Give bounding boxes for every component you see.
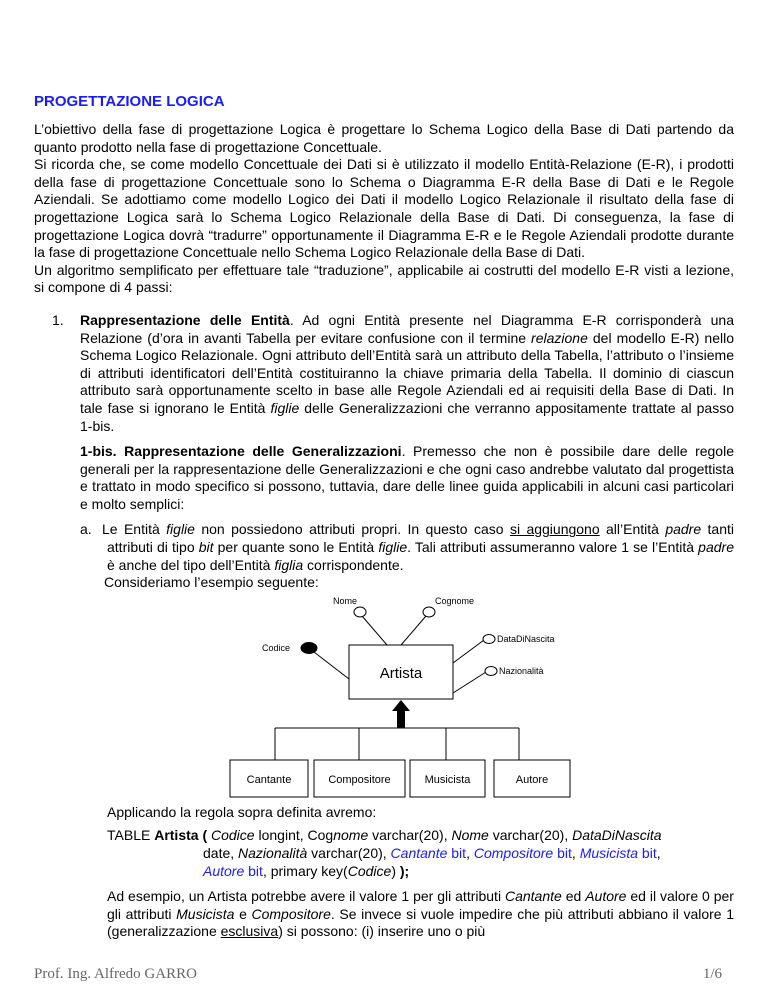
text-run: non possiedono attributi propri. In questo caso xyxy=(194,521,510,538)
text-run: Autore xyxy=(203,862,245,879)
text-run: Codice xyxy=(347,862,392,879)
text-run: varchar(20), xyxy=(307,845,391,862)
attribute-cognome: Cognome xyxy=(435,595,475,606)
text-run: . Se invece si vuole impedire che più attributi abbiano il valore 1 (generalizzazione xyxy=(107,905,734,940)
text-run: 1-bis. Rappresentazione delle Generalizzazioni xyxy=(80,443,402,460)
text-run: bit xyxy=(198,539,214,556)
attribute-data-circle xyxy=(483,634,495,643)
text-run: delle Generalizzazioni che verranno appositamente trattate al passo 1-bis. xyxy=(80,399,734,434)
text-run: DataDiNascita xyxy=(572,827,662,844)
child-entity-label: Musicista xyxy=(424,773,471,786)
text-run: figlie xyxy=(166,521,195,538)
step-1-item xyxy=(34,312,734,435)
text-run: L’obiettivo della fase di progettazione Logica è progettare lo Schema Logico della Base di Dati partendo da quanto prodotto nella fase di progettazione Concettuale. xyxy=(34,121,734,155)
intro-paragraph-2 xyxy=(34,156,734,262)
text-run: esclusiva xyxy=(220,923,279,940)
text-run: del modello E-R) nello Schema Logico Relazionale. Ogni attributo dell’Entità sarà un attributo della Tabella, l’attributo o l’insieme di attributi identificatori dell’Entità costituiranno la chiave primaria della Tabella. Il dominio di ciascun attributo sarà opportunamente scelto in base alle Regole Aziendali ed ai requisiti della Base di Dati. In tale fase si ignorano le Entità xyxy=(80,329,734,416)
table-line-3 xyxy=(107,863,734,881)
generalization-arrow-icon xyxy=(392,700,410,728)
attribute-cognome-circle xyxy=(423,607,435,617)
text-run: . Ad ogni Entità presente nel Diagramma E-R corrisponderà una Relazione (d’ora in avanti Tabella per evitare confusione con il termine xyxy=(80,311,734,346)
text-run: Nome xyxy=(451,827,489,844)
intro-paragraph-1 xyxy=(34,121,734,156)
text-run: Nazionalità xyxy=(238,845,308,862)
case-a-item xyxy=(34,521,734,574)
step-1-paragraph xyxy=(80,312,734,435)
text-run: tanti attributi di tipo xyxy=(107,521,734,556)
child-entity-label: Cantante xyxy=(246,773,292,786)
text-run: Compositore xyxy=(251,905,331,922)
text-run: longint, Cog xyxy=(254,827,334,844)
footer xyxy=(34,965,734,983)
text-run: , xyxy=(656,845,661,862)
text-run: varchar(20), xyxy=(488,827,573,844)
text-run: bit xyxy=(244,862,263,879)
text-run: Cantante xyxy=(504,888,562,905)
text-run: ) si possono: (i) inserire uno o più xyxy=(278,923,486,940)
attribute-nazionalita: Nazionalità xyxy=(499,665,544,676)
text-run: Cantante xyxy=(390,845,448,862)
footer-author: Prof. Ing. Alfredo GARRO xyxy=(34,966,197,982)
footer-page-number: 1/6 xyxy=(702,966,722,982)
child-entity-label: Compositore xyxy=(328,773,391,786)
text-run: padre xyxy=(698,539,734,556)
table-definition xyxy=(34,827,734,880)
er-diagram-container xyxy=(0,592,768,804)
text-run: Le Entità xyxy=(102,521,167,538)
attribute-codice: Codice xyxy=(262,642,291,653)
child-entity-label: Autore xyxy=(515,773,549,786)
applying-text: Applicando la regola sopra definita avremo: xyxy=(107,803,377,820)
er-diagram xyxy=(0,592,768,804)
text-run: , xyxy=(571,845,580,862)
step-1bis-paragraph xyxy=(34,443,734,513)
identifier-codice-circle xyxy=(301,642,317,653)
text-run: Musicista xyxy=(579,845,639,862)
text-run: figlie xyxy=(270,399,300,416)
text-run: Musicista xyxy=(176,905,235,922)
text-run: Si ricorda che, se come modello Concettuale dei Dati si è utilizzato il modello Entità-Relazione (E-R), i prodotti della fase di progettazione Concettuale sono lo Schema o Diagramma E-R della Base di Dati e le Regole Aziendali. Se adottiamo come modello Logico dei Dati il modello Logico Relazionale il risultato della fase di progettazione Logica sarà lo Schema Logico Relazionale della Base di Dati. Di conseguenza, la fase di progettazione Logica dovrà “tradurre” opportunamente il Diagramma E-R e le Regole Aziendali prodotte durante la fase di progettazione Concettuale nello Schema Logico Relazionale della Base di Dati. xyxy=(34,156,734,261)
text-run: è anche del tipo dell’Entità xyxy=(107,556,275,573)
text-run: nome xyxy=(333,827,369,844)
text-run: bit xyxy=(553,845,572,862)
text-run: Rappresentazione delle Entità xyxy=(80,311,290,328)
example-paragraph xyxy=(34,888,734,941)
text-run: si aggiungono xyxy=(509,521,600,538)
text-run: ed il valore 0 per gli attributi xyxy=(107,888,734,922)
text-run: Autore xyxy=(585,888,627,905)
text-run: padre xyxy=(665,521,702,538)
text-run: Artista ( xyxy=(154,827,208,844)
text-run: ) xyxy=(391,862,400,879)
text-run: Codice xyxy=(211,827,255,844)
text-run: Compositore xyxy=(473,845,554,862)
text-run: TABLE xyxy=(107,827,155,844)
text-run: Ad esempio, un Artista potrebbe avere il valore 1 per gli attributi xyxy=(107,888,505,905)
text-run: per quante sono le Entità xyxy=(213,539,379,556)
text-run: , xyxy=(466,845,474,862)
text-run: date, xyxy=(203,845,239,862)
text-run: figlia xyxy=(274,556,304,573)
text-run: figlie xyxy=(378,539,408,556)
text-run: ); xyxy=(399,862,410,879)
entity-label: Artista xyxy=(379,664,423,682)
attribute-datadinascita: DataDiNascita xyxy=(497,633,555,644)
text-run: varchar(20), xyxy=(368,827,452,844)
text-run: relazione xyxy=(531,329,588,346)
attribute-naz-circle xyxy=(485,666,497,675)
case-a-paragraph xyxy=(102,521,734,574)
list-letter: a. xyxy=(80,521,92,538)
text-run: Un algoritmo semplificato per effettuare tale “traduzione”, applicabile ai costrutti del modello E-R visti a lezione, si compone di 4 passi: xyxy=(34,261,734,296)
text-run: e xyxy=(234,905,252,922)
attribute-nome: Nome xyxy=(333,595,358,606)
text-run: ed xyxy=(561,888,586,905)
table-line-1 xyxy=(107,827,734,845)
intro-paragraph-3 xyxy=(34,262,734,297)
table-line-2 xyxy=(107,845,734,863)
list-number: 1. xyxy=(52,311,64,328)
text-run: all’Entità xyxy=(599,521,666,538)
attribute-nome-circle xyxy=(354,607,366,617)
text-run: . Premesso che non è possibile dare delle regole generali per la rappresentazione delle Generalizzazioni e che ogni caso andrebbe valutato dal progettista e trattato in modo specifico si possono, tuttavia, dare delle linee guida applicabili in alcuni casi particolari e molto semplici: xyxy=(80,443,734,512)
text-run: . Tali attributi assumeranno valore 1 se l’Entità xyxy=(407,539,699,556)
text-run: corrispondente. xyxy=(303,556,404,573)
text-run: , primary key( xyxy=(262,862,348,879)
text-run: bit xyxy=(638,845,657,862)
page-title: PROGETTAZIONE LOGICA xyxy=(34,93,225,110)
example-label: Consideriamo l’esempio seguente: xyxy=(104,574,319,591)
text-run: bit xyxy=(447,845,467,862)
